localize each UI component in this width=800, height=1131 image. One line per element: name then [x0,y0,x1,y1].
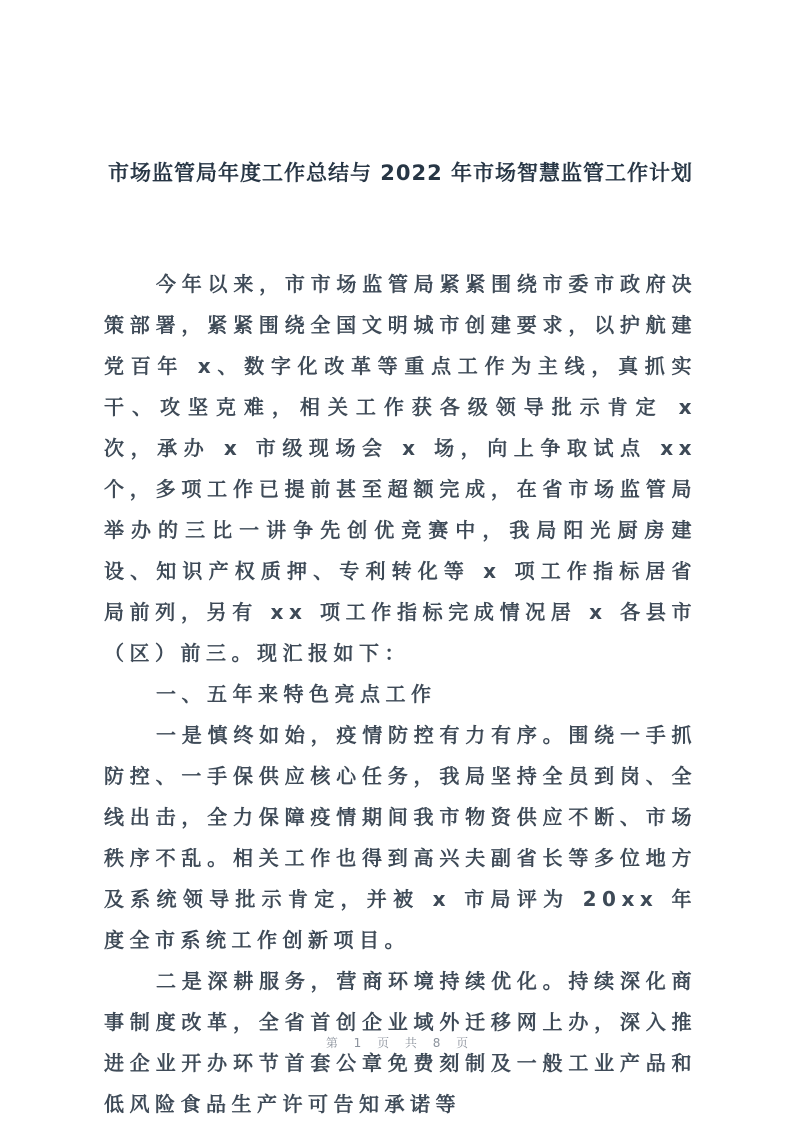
page-footer [0,1034,800,1051]
document-body [104,264,697,1125]
page-number-indicator: 第 1 页 共 8 页 [325,1036,475,1050]
document-title: 市场监管局年度工作总结与 2022 年市场智慧监管工作计划 [107,161,694,185]
section-heading: 一、五年来特色亮点工作 [156,681,437,706]
paragraph-intro: 今年以来，市市场监管局紧紧围绕市委市政府决策部署，紧紧围绕全国文明城市创建要求，以护航建党百年 x、数字化改革等重点工作为主线，真抓实干、攻坚克难，相关工作获各级领导批示肯定 x 次，承办 x 市级现场会 x 场，向上争取试点 xx 个，多项工作已提前甚至超额完成，在省市场监管局举办的三比一讲争先创优竞赛中，我局阳光厨房建设、知识产权质押、专利转化等 x 项工作指标居省局前列，另有 xx 项工作指标完成情况居 x 各县市（区）前三。现汇报如下： [104,271,697,665]
paragraph-point-two: 二是深耕服务，营商环境持续优化。持续深化商事制度改革，全省首创企业域外迁移网上办，深入推进企业开办环节首套公章免费刻制及一般工业产品和低风险食品生产许可告知承诺等 [104,968,697,1116]
paragraph-point-one: 一是慎终如始，疫情防控有力有序。围绕一手抓防控、一手保供应核心任务，我局坚持全员到岗、全线出击，全力保障疫情期间我市物资供应不断、市场秩序不乱。相关工作也得到高兴夫副省长等多位地方及系统领导批示肯定，并被 x 市局评为 20xx 年度全市系统工作创新项目。 [104,722,697,952]
